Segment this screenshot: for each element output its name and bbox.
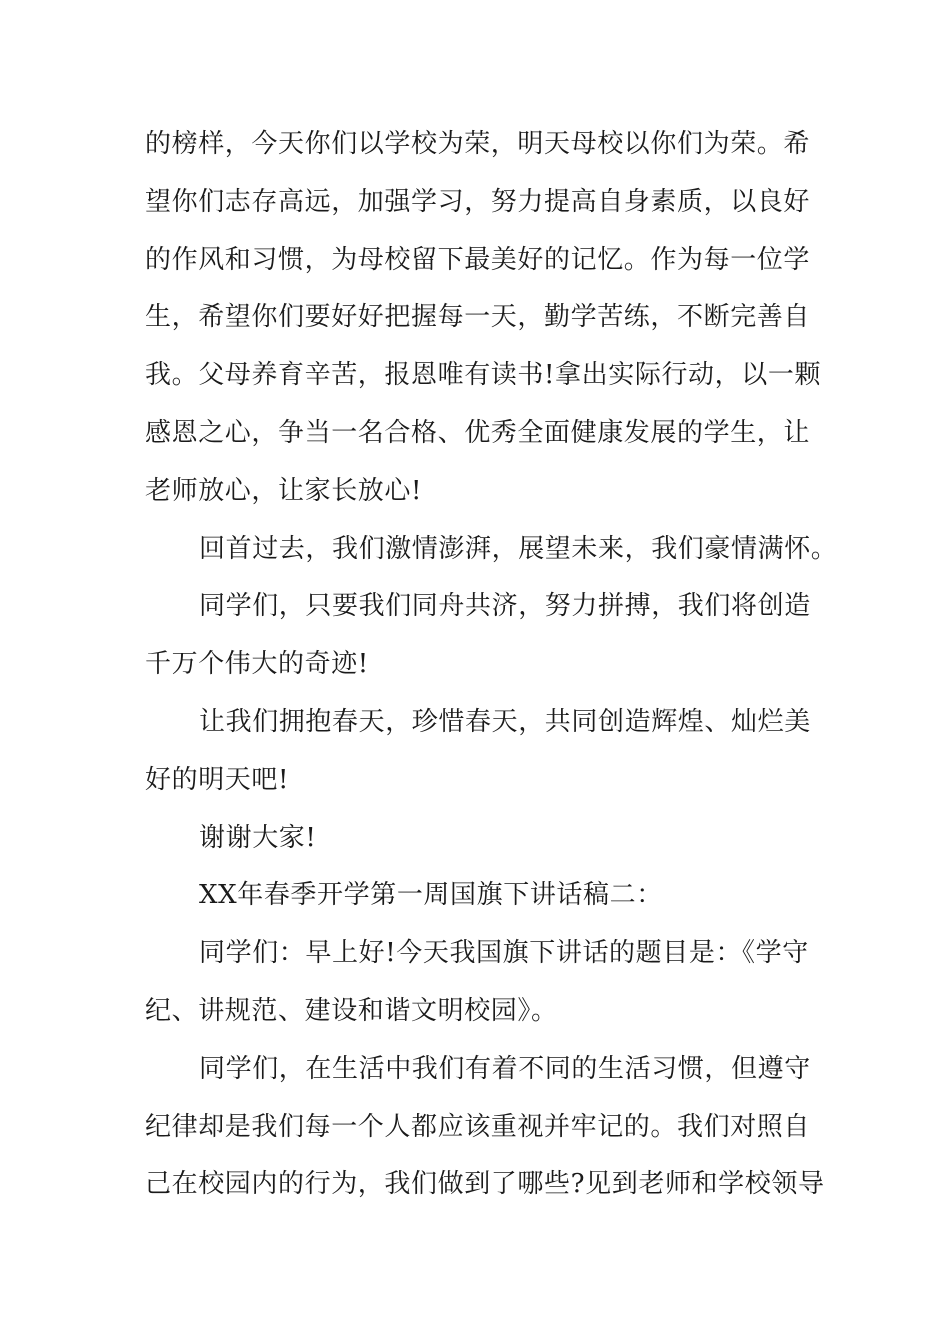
text-line-15: 同学们：早上好!今天我国旗下讲话的题目是：《学守 <box>199 938 809 969</box>
text-line-4: 生，希望你们要好好把握每一天，勤学苦练，不断完善自 <box>145 302 811 333</box>
section-heading: XX年春季开学第一周国旗下讲话稿二： <box>199 880 663 911</box>
text-line-11: 让我们拥抱春天，珍惜春天，共同创造辉煌、灿烂美 <box>199 706 811 737</box>
text-line-16: 纪、讲规范、建设和谐文明校园》。 <box>145 995 558 1026</box>
text-line-7: 老师放心，让家长放心! <box>145 475 423 506</box>
text-line-2: 望你们志存高远，加强学习，努力提高自身素质，以良好 <box>145 186 811 217</box>
text-line-18: 纪律却是我们每一个人都应该重视并牢记的。我们对照自 <box>145 1111 811 1142</box>
text-line-13: 谢谢大家! <box>199 822 317 853</box>
document-body <box>145 116 838 1214</box>
text-line-5: 我。父母养育辛苦，报恩唯有读书!拿出实际行动，以一颗 <box>145 360 822 391</box>
text-line-3: 的作风和习惯，为母校留下最美好的记忆。作为每一位学 <box>145 244 811 275</box>
text-line-17: 同学们，在生活中我们有着不同的生活习惯，但遵守 <box>199 1053 811 1084</box>
text-line-6: 感恩之心，争当一名合格、优秀全面健康发展的学生，让 <box>145 417 811 448</box>
text-line-19: 己在校园内的行为，我们做到了哪些?见到老师和学校领导 <box>145 1169 825 1200</box>
text-line-9: 同学们，只要我们同舟共济，努力拼搏，我们将创造 <box>199 591 811 622</box>
text-line-1: 的榜样，今天你们以学校为荣，明天母校以你们为荣。希 <box>145 129 811 159</box>
text-line-12: 好的明天吧! <box>145 764 290 795</box>
text-line-8: 回首过去，我们激情澎湃，展望未来，我们豪情满怀。 <box>199 533 838 564</box>
text-line-10: 千万个伟大的奇迹! <box>145 649 369 680</box>
